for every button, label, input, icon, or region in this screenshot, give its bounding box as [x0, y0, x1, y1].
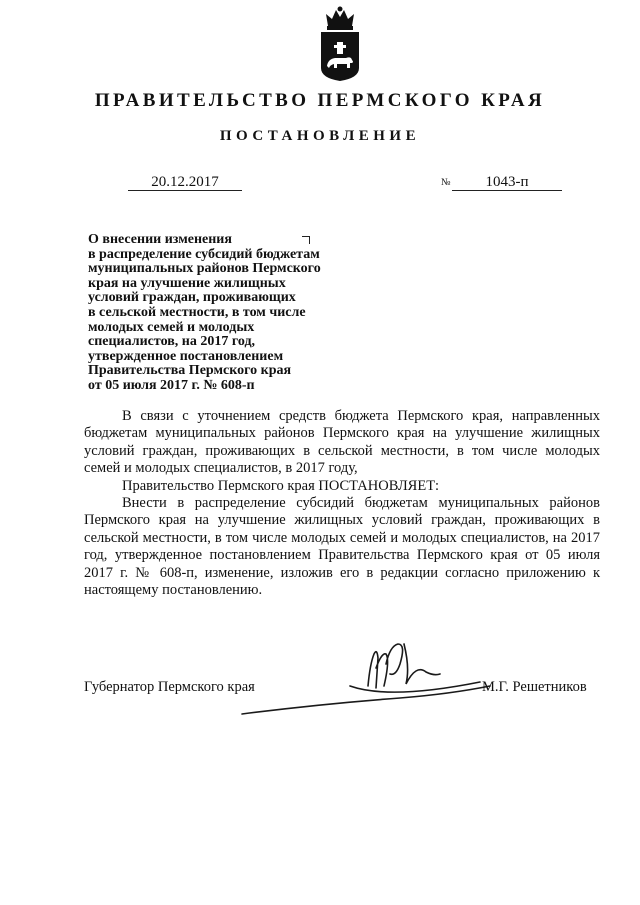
body-paragraph-resolves: Правительство Пермского края ПОСТАНОВЛЯЕТ: [122, 477, 440, 494]
heading-line: О внесении изменения [88, 232, 232, 247]
signer-role: Губернатор Пермского края [84, 679, 255, 695]
heading-line: в распределение субсидий бюджетам [88, 246, 320, 262]
heading-line: условий граждан, проживающих [88, 290, 296, 306]
body-paragraph-decision: Внести в распределение субсидий бюджетам муниципальных районов Пермского края на улучшение жилищных условий граждан, проживающих в сельской местности, в том числе молодых семей и молодых специалистов, на 2017 год, утвержденное постановлением Правительства Пермского края от 05 июля 2017 г. № 608-п, изменение, изложив его в редакции согласно приложению к настоящему постановлению. [84, 495, 600, 599]
heading-line: в сельской местности, в том числе [88, 304, 306, 320]
document-heading [88, 233, 368, 394]
heading-line: специалистов, на 2017 год, [88, 334, 256, 350]
heading-line: муниципальных районов Пермского [88, 261, 321, 277]
heading-line: Правительства Пермского края [88, 363, 292, 379]
document-type: ПОСТАНОВЛЕНИЕ [219, 128, 421, 144]
heading-line: утвержденное постановлением [88, 348, 284, 364]
number-label: № [441, 177, 451, 188]
heading-line: от 05 июля 2017 г. № 608-п [88, 377, 255, 393]
document-date: 20.12.2017 [128, 174, 242, 191]
heading-line: молодых семей и молодых [88, 319, 255, 335]
government-title: ПРАВИТЕЛЬСТВО ПЕРМСКОГО КРАЯ [94, 90, 546, 111]
signer-name: М.Г. Решетников [482, 679, 587, 695]
heading-line: края на улучшение жилищных [88, 275, 286, 291]
handwritten-signature-icon [240, 624, 500, 724]
document-number: 1043-п [452, 174, 562, 191]
document-body [84, 408, 600, 599]
body-paragraph-preamble: В связи с уточнением средств бюджета Пермского края, направленных бюджетам муниципальных районов Пермского края на улучшение жилищных условий граждан, проживающих в сельской местности, в том числе молодых семей и молодых специалистов, в 2017 году, [84, 408, 600, 477]
perm-krai-coat-of-arms-icon [318, 4, 362, 82]
